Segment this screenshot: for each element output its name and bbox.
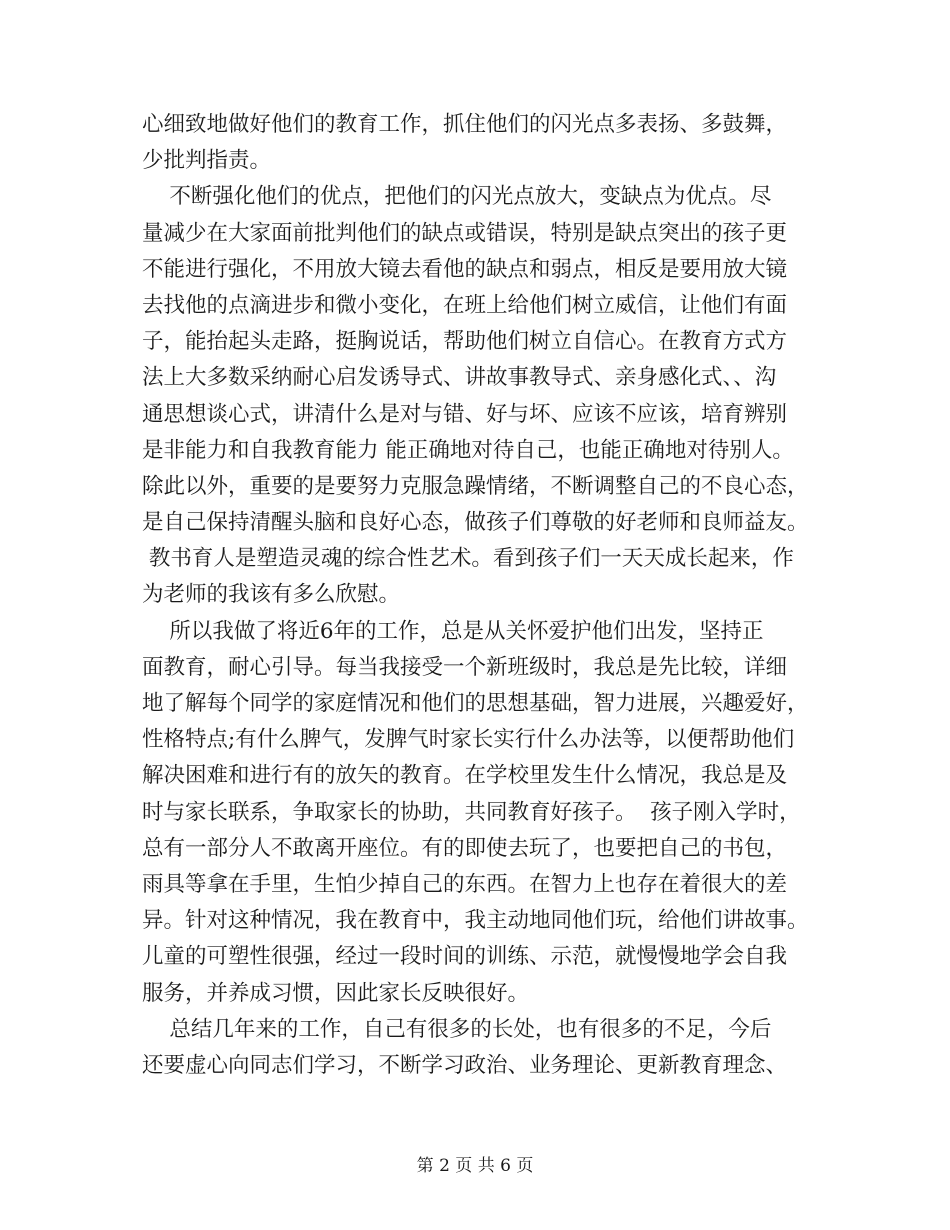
text-line: 心细致地做好他们的教育工作，抓住他们的闪光点多表扬、多鼓舞， [142, 112, 788, 137]
text-line: 所以我做了将近6年的工作，总是从关怀爱护他们出发，坚持正 [142, 618, 764, 644]
text-line: 异。针对这种情况，我在教育中，我主动地同他们玩，给他们讲故事。 [142, 908, 809, 934]
text-line: 面教育，耐心引导。每当我接受一个新班级时，我总是先比较，详细 [142, 654, 788, 680]
text-line: 儿童的可塑性很强，经过一段时间的训练、示范，就慢慢地学会自我 [142, 944, 788, 970]
text-line: 是非能力和自我教育能力 能正确地对待自己，也能正确地对待别人。 [142, 437, 794, 463]
text-line: 法上大多数采纳耐心启发诱导式、讲故事教导式、亲身感化式、、沟 [142, 365, 777, 391]
text-line: 子，能抬起头走路，挺胸说话，帮助他们树立自信心。在教育方式方 [142, 329, 788, 355]
text-line: 通思想谈心式，讲清什么是对与错、好与坏、应该不应该，培育辨别 [142, 401, 788, 427]
text-line: 地了解每个同学的家庭情况和他们的思想基础，智力进展，兴趣爱好， [142, 691, 809, 716]
text-line: 是自己保持清醒头脑和良好心态，做孩子们尊敬的好老师和良师益友。 [142, 510, 809, 536]
text-line: 性格特点;有什么脾气，发脾气时家长实行什么办法等，以便帮助他们 [142, 727, 795, 753]
text-line: 不能进行强化，不用放大镜去看他的缺点和弱点，相反是要用放大镜 [142, 256, 788, 282]
document-body [142, 107, 822, 1084]
text-line: 除此以外，重要的是要努力克服急躁情绪，不断调整自己的不良心态， [142, 473, 809, 499]
text-line: 不断强化他们的优点，把他们的闪光点放大，变缺点为优点。尽 [142, 184, 772, 210]
text-line: 还要虚心向同志们学习，不断学习政治、业务理论、更新教育理念、 [142, 1052, 788, 1078]
text-line: 雨具等拿在手里，生怕少掉自己的东西。在智力上也存在着很大的差 [142, 871, 788, 897]
text-line: 去找他的点滴进步和微小变化，在班上给他们树立威信，让他们有面 [142, 292, 788, 318]
text-line: 总结几年来的工作，自己有很多的长处，也有很多的不足，今后 [142, 1016, 772, 1042]
text-line: 教书育人是塑造灵魂的综合性艺术。看到孩子们一天天成长起来，作 [142, 546, 794, 572]
text-line: 服务，并养成习惯，因此家长反映很好。 [142, 980, 530, 1006]
text-line: 少批判指责。 [142, 148, 272, 174]
text-line: 解决困难和进行有的放矢的教育。在学校里发生什么情况，我总是及 [142, 763, 788, 789]
text-line: 总有一部分人不敢离开座位。有的即使去玩了，也要把自己的书包， [142, 835, 788, 861]
text-line: 量减少在大家面前批判他们的缺点或错误，特别是缺点突出的孩子更 [142, 220, 788, 246]
page-number-footer: 第 2 页 共 6 页 [416, 1156, 534, 1176]
text-line: 时与家长联系，争取家长的协助，共同教育好孩子。 孩子刚入学时， [142, 799, 801, 825]
text-line: 为老师的我该有多么欣慰。 [142, 582, 401, 608]
